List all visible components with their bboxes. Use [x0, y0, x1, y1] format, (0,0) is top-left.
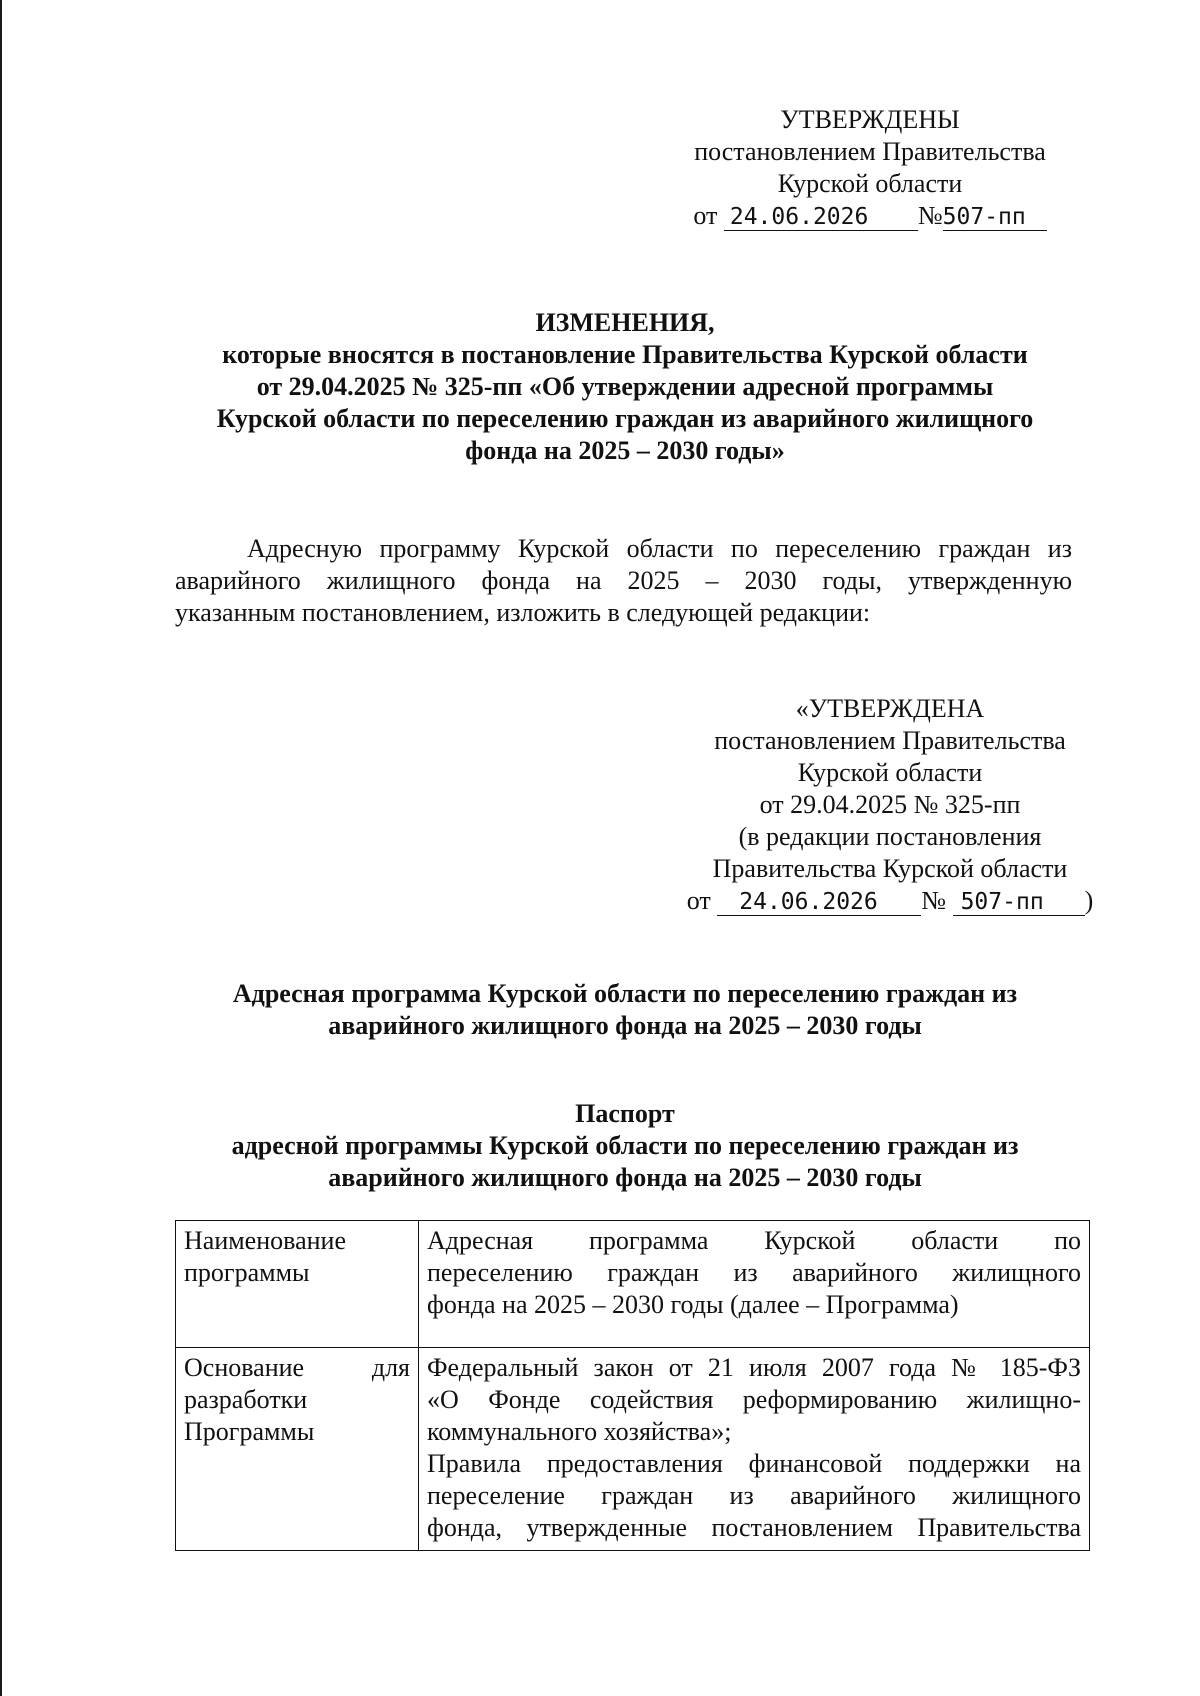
number-value: 507-пп [943, 204, 1047, 231]
table-value-cell [419, 1348, 1090, 1551]
title-line: ИЗМЕНЕНИЯ, [535, 308, 715, 337]
passport-title-line: аварийного жилищного фонда на 2025 – 2030 годы [328, 1163, 922, 1192]
cell-line: фонда, утвержденные постановлением Правительства [427, 1513, 1081, 1542]
passport-table [175, 1220, 1090, 1551]
number-prefix: № [917, 201, 943, 230]
intro-line: Адресную программу Курской области по переселению граждан из [247, 534, 1072, 563]
cell-line: Программы [184, 1417, 315, 1446]
cell-line: коммунального хозяйства»; [427, 1417, 732, 1446]
table-row [176, 1221, 1090, 1348]
cell-line: программы [184, 1258, 310, 1287]
cell-line: Наименование [184, 1226, 346, 1255]
program-title-line: Адресная программа Курской области по переселению граждан из [232, 979, 1018, 1008]
closing-paren: ) [1084, 886, 1094, 915]
cell-line: Адресная программа Курской области по [427, 1226, 1081, 1255]
approval-line: постановлением Правительства [714, 726, 1066, 755]
intro-line: указанным постановлением, изложить в следующей редакции: [175, 598, 871, 627]
title-line: от 29.04.2025 № 325-пп «Об утверждении адресной программы [256, 372, 994, 401]
date-prefix: от [686, 886, 711, 915]
cell-line: фонда на 2025 – 2030 годы (далее – Программа) [427, 1290, 959, 1319]
approval-date-line [660, 200, 1080, 232]
approval-heading: УТВЕРЖДЕНЫ [780, 105, 960, 134]
passport-title-line: Паспорт [575, 1099, 675, 1128]
number-prefix: № [921, 886, 947, 915]
program-title-line: аварийного жилищного фонда на 2025 – 2030 годы [328, 1011, 922, 1040]
cell-line: Основание для [184, 1353, 410, 1382]
approval-line: от 29.04.2025 № 325-пп [759, 790, 1021, 819]
approval-line: Курской области [777, 169, 963, 198]
program-title [160, 978, 1090, 1042]
intro-paragraph [175, 533, 1072, 629]
cell-line: Федеральный закон от 21 июля 2007 года № 185-ФЗ [427, 1353, 1081, 1382]
title-line: Курской области по переселению граждан из аварийного жилищного [216, 404, 1034, 433]
header-approval-block [660, 104, 1080, 232]
date-prefix: от [693, 201, 718, 230]
table-row [176, 1348, 1090, 1551]
approval-date-line [680, 885, 1100, 917]
date-value: 24.06.2026 [724, 204, 918, 231]
passport-title-line: адресной программы Курской области по переселению граждан из [231, 1131, 1019, 1160]
title-line: которые вносятся в постановление Правительства Курской области [222, 340, 1028, 369]
number-value: 507-пп [953, 889, 1085, 916]
cell-line: переселению граждан из аварийного жилищного [427, 1258, 1081, 1287]
approval-line: (в редакции постановления [738, 822, 1042, 851]
intro-line: аварийного жилищного фонда на 2025 – 2030 годы, утвержденную [175, 566, 1072, 595]
approval-line: Правительства Курской области [712, 854, 1068, 883]
title-line: фонда на 2025 – 2030 годы» [465, 436, 785, 465]
table-label-cell [176, 1348, 419, 1551]
approval-line: Курской области [797, 758, 983, 787]
passport-title [160, 1098, 1090, 1194]
scan-edge [0, 0, 2, 1696]
approval-line: постановлением Правительства [694, 137, 1046, 166]
approval-heading: «УТВЕРЖДЕНА [795, 694, 985, 723]
program-approval-block [680, 693, 1100, 917]
cell-line: Правила предоставления финансовой поддержки на [427, 1449, 1081, 1478]
document-title [160, 307, 1090, 467]
cell-line: разработки [184, 1385, 308, 1414]
table-label-cell [176, 1221, 419, 1348]
cell-line: переселение граждан из аварийного жилищного [427, 1481, 1081, 1510]
date-value: 24.06.2026 [717, 889, 921, 916]
cell-line: «О Фонде содействия реформированию жилищно- [427, 1385, 1081, 1414]
table-value-cell [419, 1221, 1090, 1348]
